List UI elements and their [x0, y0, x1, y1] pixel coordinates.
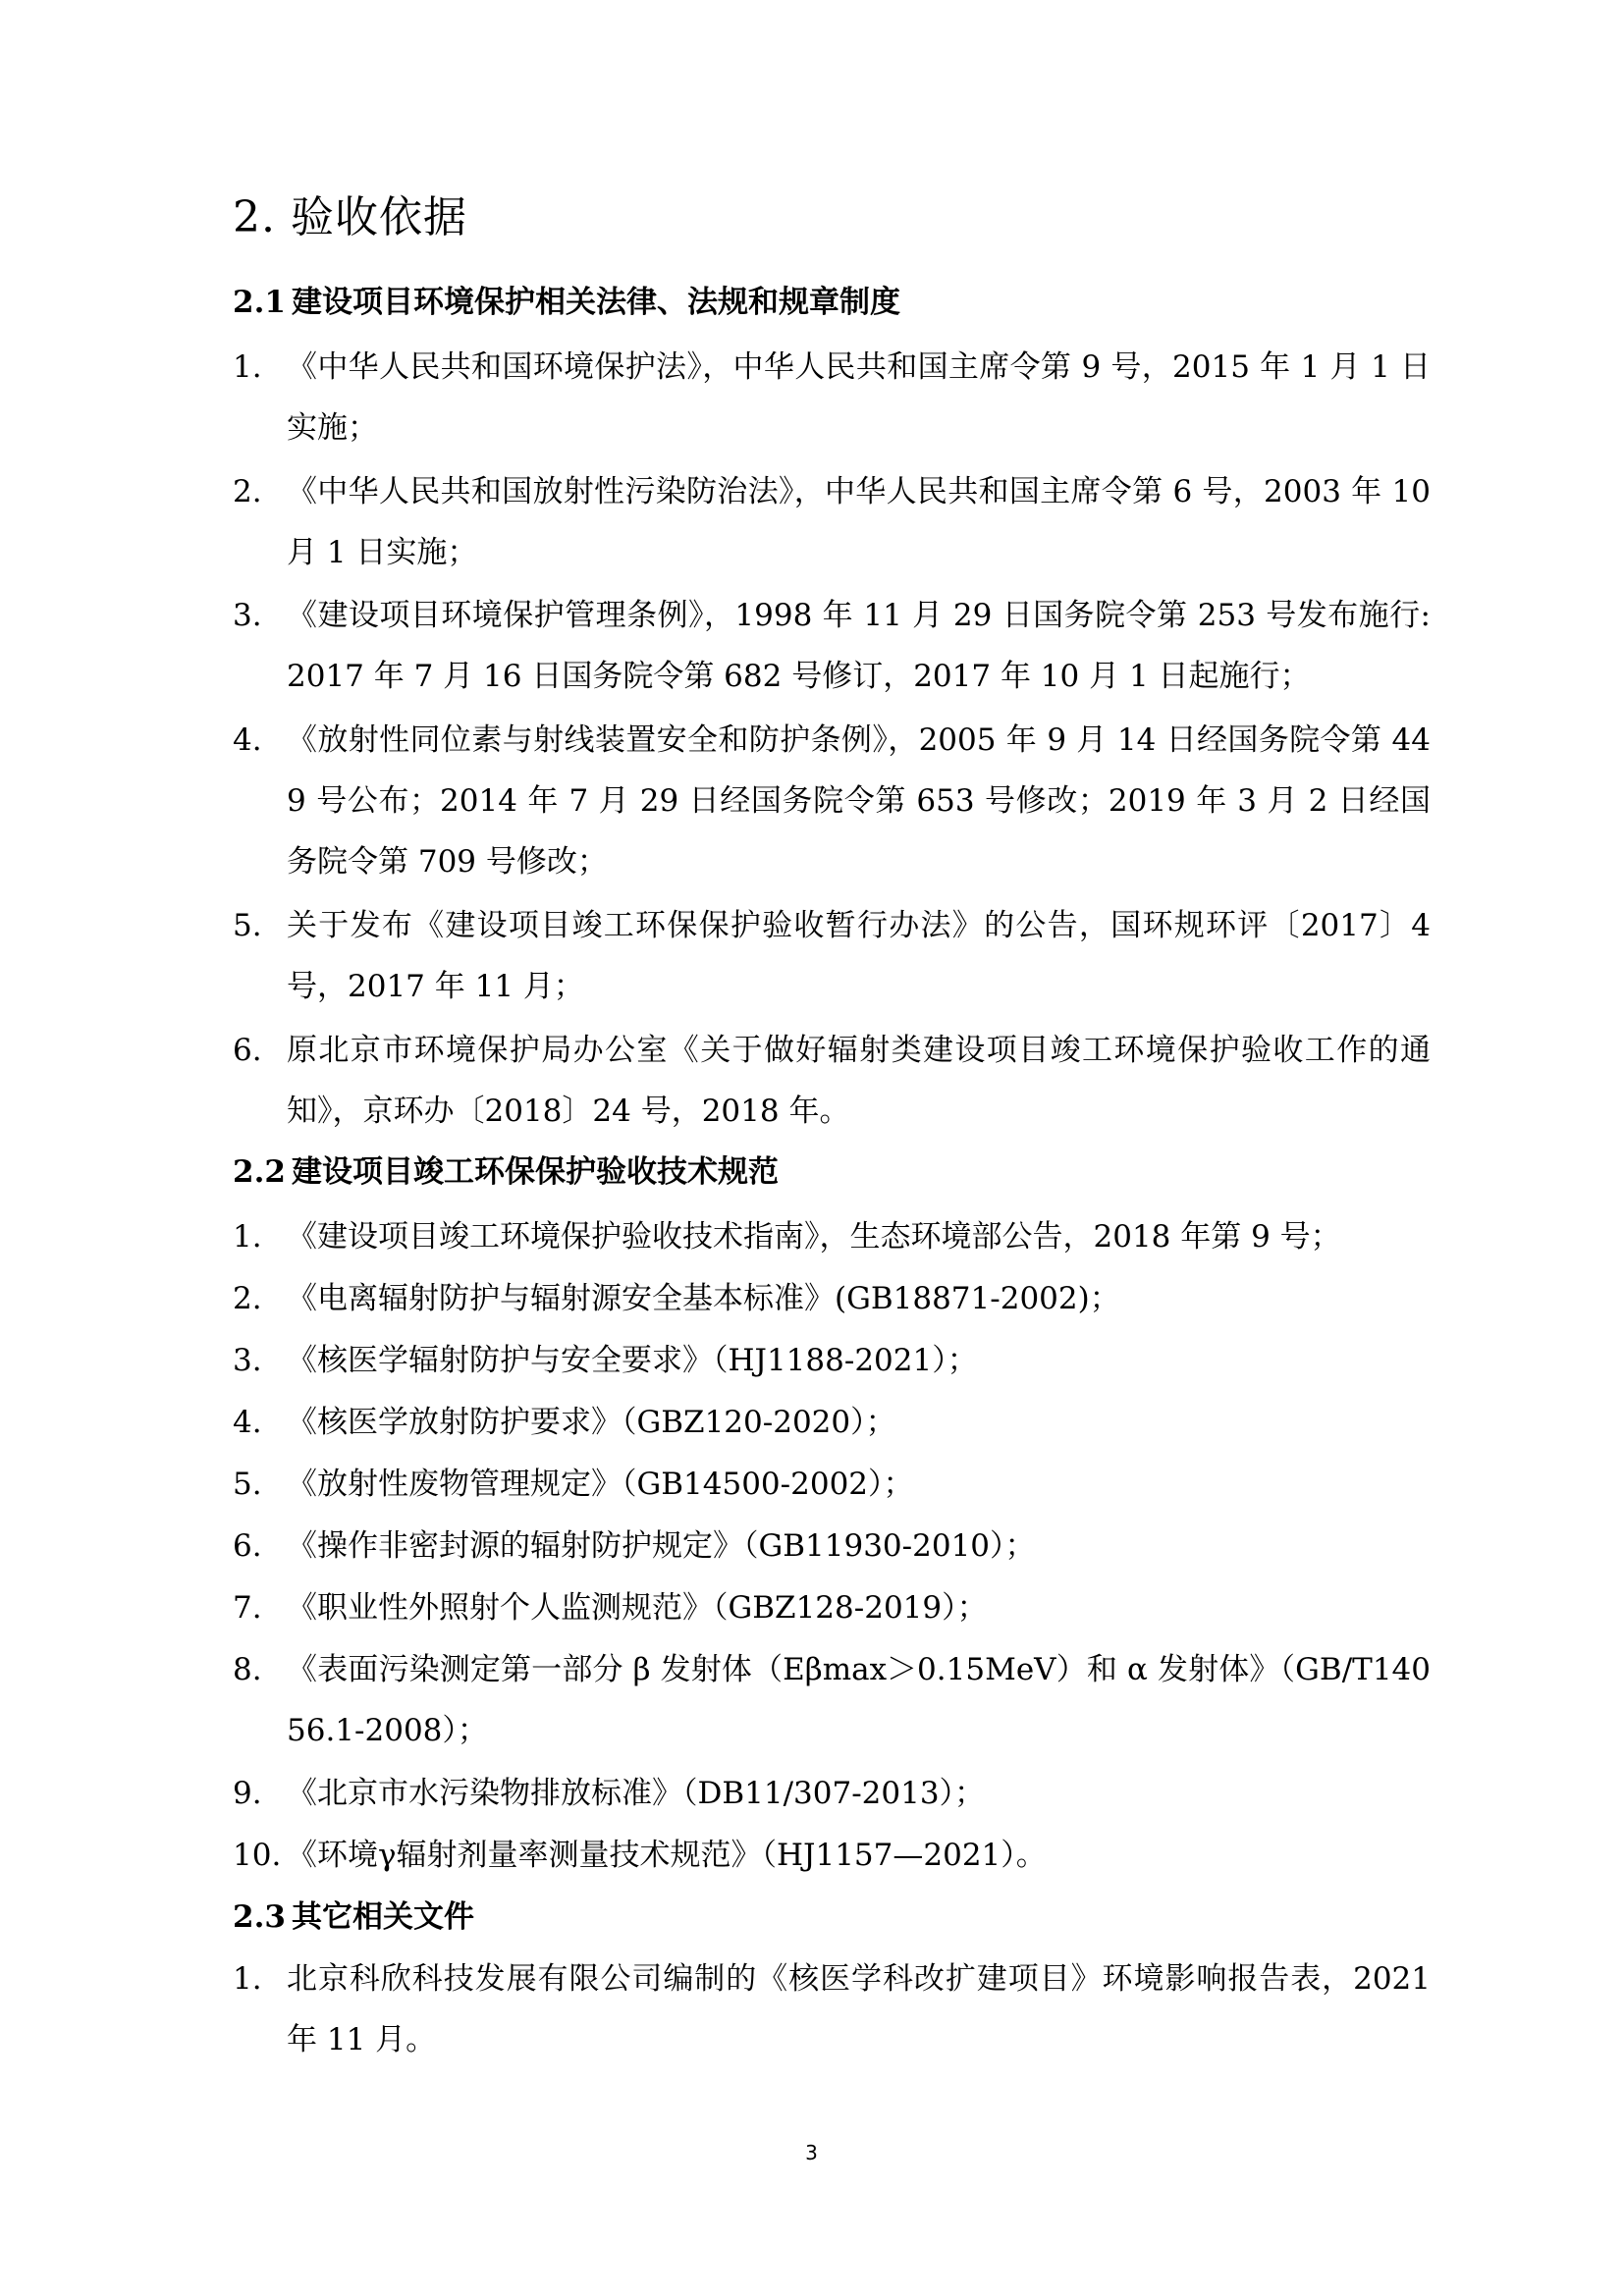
- list-item-text: 北京科欣科技发展有限公司编制的《核医学科改扩建项目》环境影响报告表，2021 年 11 月。: [287, 1961, 1431, 2057]
- list-item-number: 3.: [233, 1343, 262, 1378]
- list-item: [233, 461, 1431, 583]
- list-item: [233, 1206, 1431, 1267]
- list-item-number: 4.: [233, 722, 262, 758]
- list-item: [233, 710, 1431, 892]
- list-item: [233, 1639, 1431, 1761]
- list-item-number: 2.: [233, 474, 262, 509]
- list-item-text: 《建设项目环境保护管理条例》，1998 年 11 月 29 日国务院令第 253 号发布施行:2017 年 7 月 16 日国务院令第 682 号修订，2017 年 10 月 1 日起施行；: [287, 598, 1431, 694]
- list-item-text: 《放射性废物管理规定》（GB14500-2002）；: [287, 1467, 914, 1502]
- section-heading-2-3: [233, 1897, 474, 1937]
- list-item: [233, 1020, 1431, 1142]
- list-item: [233, 1516, 1431, 1576]
- list-item-text: 《环境γ辐射剂量率测量技术规范》（HJ1157—2021）。: [287, 1838, 1047, 1873]
- list-item-number: 1.: [233, 1961, 262, 1997]
- section-number: 2.1: [233, 285, 286, 320]
- page-number: 3: [805, 2141, 818, 2164]
- list-item: [233, 1825, 1431, 1886]
- chapter-title: 2. 验收依据: [233, 192, 467, 242]
- list-item-number: 1.: [233, 1219, 262, 1255]
- list-item: [233, 1330, 1431, 1391]
- list-item: [233, 1763, 1431, 1824]
- list-item-text: 《电离辐射防护与辐射源安全基本标准》(GB18871-2002)；: [287, 1281, 1120, 1316]
- section-title-text: 建设项目竣工环保保护验收技术规范: [292, 1154, 779, 1190]
- list-item-text: 《核医学辐射防护与安全要求》（HJ1188-2021）；: [287, 1343, 978, 1378]
- list-item: [233, 1268, 1431, 1329]
- list-item-number: 6.: [233, 1033, 262, 1068]
- list-item: [233, 1577, 1431, 1638]
- list-item-text: 《表面污染测定第一部分 β 发射体（Eβmax＞0.15MeV）和 α 发射体》（GB/T14056.1-2008）；: [287, 1652, 1431, 1748]
- list-item: [233, 585, 1431, 707]
- section-heading-2-1: [233, 283, 900, 322]
- list-item-number: 2.: [233, 1281, 262, 1316]
- list-item-number: 5.: [233, 1467, 262, 1502]
- section-title-text: 其它相关文件: [292, 1899, 474, 1935]
- list-item-number: 5.: [233, 908, 262, 943]
- section-heading-2-2: [233, 1152, 779, 1192]
- list-item-text: 《中华人民共和国环境保护法》，中华人民共和国主席令第 9 号，2015 年 1 月 1 日实施；: [287, 349, 1431, 446]
- list-item-text: 《核医学放射防护要求》（GBZ120-2020）；: [287, 1405, 896, 1440]
- list-item: [233, 895, 1431, 1017]
- list-item-number: 10.: [233, 1838, 282, 1873]
- list-item: [233, 1949, 1431, 2070]
- list-item-number: 9.: [233, 1776, 262, 1811]
- list-item-text: 《中华人民共和国放射性污染防治法》，中华人民共和国主席令第 6 号，2003 年 10 月 1 日实施；: [287, 474, 1431, 570]
- list-item-text: 《放射性同位素与射线装置安全和防护条例》，2005 年 9 月 14 日经国务院令第 449 号公布；2014 年 7 月 29 日经国务院令第 653 号修改；2019 年 3 月 2 日经国务院令第 709 号修改；: [287, 722, 1431, 880]
- section-number: 2.3: [233, 1899, 286, 1935]
- list-item-text: 关于发布《建设项目竣工环保保护验收暂行办法》的公告，国环规环评〔2017〕4 号，2017 年 11 月；: [287, 908, 1431, 1004]
- list-item: [233, 1454, 1431, 1515]
- list-item-number: 8.: [233, 1652, 262, 1687]
- section-title-text: 建设项目环境保护相关法律、法规和规章制度: [292, 285, 900, 320]
- list-item-number: 3.: [233, 598, 262, 633]
- list-item: [233, 337, 1431, 458]
- list-item-number: 1.: [233, 349, 262, 385]
- section-number: 2.2: [233, 1154, 286, 1190]
- list-item-text: 《北京市水污染物排放标准》（DB11/307-2013）；: [287, 1776, 986, 1811]
- list-item-number: 7.: [233, 1590, 262, 1626]
- list-item-text: 原北京市环境保护局办公室《关于做好辐射类建设项目竣工环境保护验收工作的通知》，京环办〔2018〕24 号，2018 年。: [287, 1033, 1431, 1129]
- list-item-number: 4.: [233, 1405, 262, 1440]
- list-item-number: 6.: [233, 1528, 262, 1564]
- list-item: [233, 1392, 1431, 1453]
- list-item-text: 《职业性外照射个人监测规范》（GBZ128-2019）；: [287, 1590, 988, 1626]
- list-item-text: 《操作非密封源的辐射防护规定》（GB11930-2010）；: [287, 1528, 1036, 1564]
- list-item-text: 《建设项目竣工环境保护验收技术指南》，生态环境部公告，2018 年第 9 号；: [287, 1219, 1341, 1255]
